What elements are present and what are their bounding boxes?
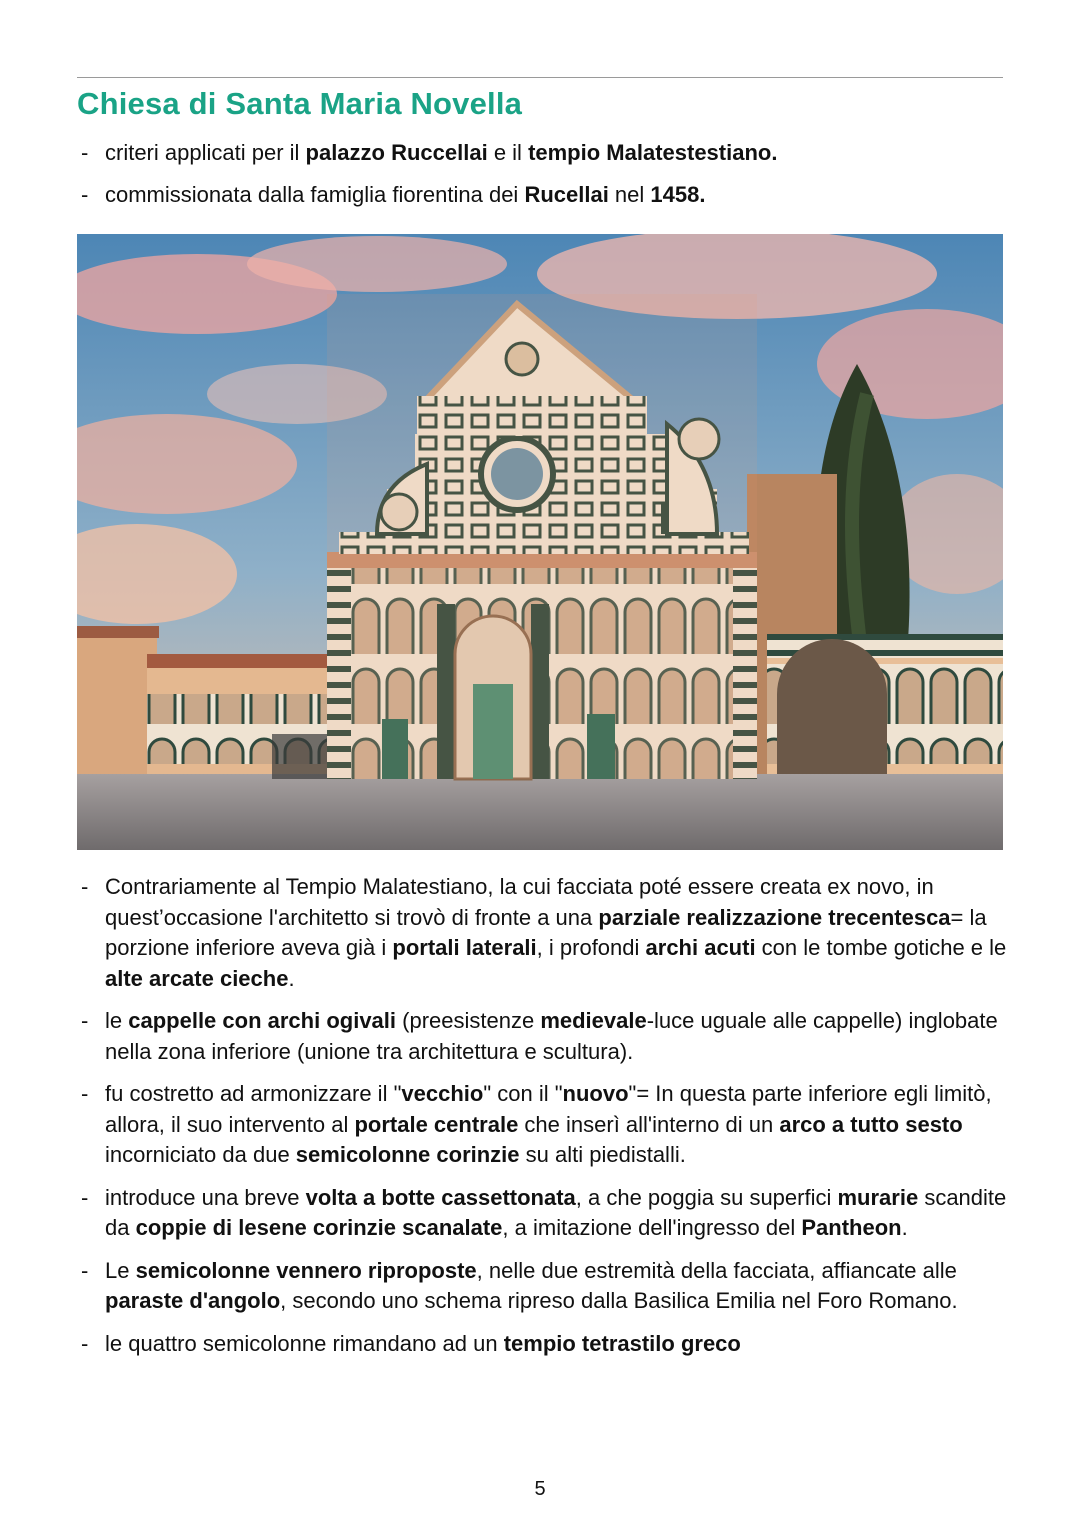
intro-list — [77, 138, 1007, 221]
bold-text: archi acuti — [645, 935, 756, 960]
text-segment: che inserì all'interno di un — [518, 1111, 780, 1137]
text-segment: introduce una breve — [105, 1184, 306, 1210]
bold-text: tempio tetrastilo greco — [503, 1330, 741, 1356]
text-segment: le — [105, 1008, 129, 1033]
intro-list-item — [77, 138, 1007, 169]
bold-text: medievale — [540, 1008, 647, 1033]
details-list-item — [77, 1256, 1007, 1317]
bold-text: portali laterali — [392, 935, 537, 960]
details-list-item — [77, 1183, 1007, 1244]
intro-list-item — [77, 180, 1007, 211]
bold-text: murarie — [837, 1184, 919, 1210]
text-segment: commissionata dalla famiglia fiorentina dei — [105, 181, 525, 207]
bold-text: paraste d'angolo — [105, 1288, 281, 1313]
bold-text: tempio Malatestestiano. — [528, 140, 778, 165]
text-segment: incorniciato da due — [105, 1142, 296, 1167]
bold-text: coppie di lesene corinzie scanalate — [135, 1215, 503, 1240]
bold-text: volta a botte cassettonata — [305, 1184, 576, 1210]
text-segment: Contrariamente al Tempio Malatestiano, la cui facciata poté essere creata ex novo, in quest’occasione l'architetto si trovò di fronte a una — [105, 874, 934, 930]
bold-text: parziale realizzazione trecentesca — [598, 904, 951, 930]
details-list-item — [77, 1006, 1007, 1067]
bold-text: 1458. — [650, 181, 706, 207]
details-list-item — [77, 872, 1007, 994]
details-list-item — [77, 1329, 1007, 1360]
text-segment: criteri applicati per il — [105, 140, 306, 165]
page-title: Chiesa di Santa Maria Novella — [77, 86, 523, 121]
text-segment: , i profondi — [536, 935, 646, 960]
text-segment: , a imitazione dell'ingresso del — [502, 1215, 802, 1240]
bold-text: Pantheon — [801, 1215, 902, 1240]
text-segment: su alti piedistalli. — [519, 1142, 686, 1167]
bold-text: portale centrale — [354, 1111, 519, 1137]
details-list — [77, 872, 1007, 1371]
bold-text: alte arcate cieche — [105, 965, 289, 991]
bold-text: vecchio — [401, 1081, 484, 1106]
bold-text: semicolonne corinzie — [295, 1142, 520, 1167]
text-segment: scandite da — [105, 1184, 1007, 1240]
page-number: 5 — [534, 1478, 546, 1500]
text-segment: fu costretto ad armonizzare il " — [105, 1081, 402, 1106]
text-segment: Le — [105, 1257, 136, 1283]
details-list-item — [77, 1079, 1007, 1171]
bold-text: semicolonne vennero riproposte — [135, 1257, 477, 1283]
text-segment: " con il " — [483, 1081, 563, 1106]
text-segment: , secondo uno schema ripreso dalla Basilica Emilia nel Foro Romano. — [280, 1288, 958, 1313]
text-segment: e il — [487, 140, 529, 165]
bold-text: nuovo — [562, 1081, 629, 1106]
text-segment: con le tombe gotiche e le — [755, 935, 1007, 960]
text-segment: -luce uguale alle cappelle) inglobate nella zona inferiore (unione tra architettura e scultura). — [105, 1008, 998, 1064]
facade-photo-drawing — [77, 234, 1003, 850]
text-segment: , a che poggia su superfici — [575, 1184, 838, 1210]
text-segment: "= In questa parte inferiore egli limitò, allora, il suo intervento al — [105, 1081, 992, 1137]
bold-text: cappelle con archi ogivali — [128, 1008, 397, 1033]
text-segment: . — [901, 1215, 908, 1240]
header-rule — [77, 77, 1003, 78]
bold-text: arco a tutto sesto — [779, 1111, 963, 1137]
bold-text: palazzo Ruccellai — [305, 140, 488, 165]
text-segment: = la porzione inferiore aveva già i — [105, 904, 987, 960]
text-segment: . — [288, 965, 295, 991]
text-segment: le quattro semicolonne rimandano ad un — [105, 1330, 504, 1356]
text-segment: nel — [608, 181, 651, 207]
text-segment: , nelle due estremità della facciata, affiancate alle — [476, 1257, 957, 1283]
bold-text: Rucellai — [524, 181, 609, 207]
text-segment: (preesistenze — [396, 1008, 541, 1033]
facade-photo — [77, 234, 1003, 850]
